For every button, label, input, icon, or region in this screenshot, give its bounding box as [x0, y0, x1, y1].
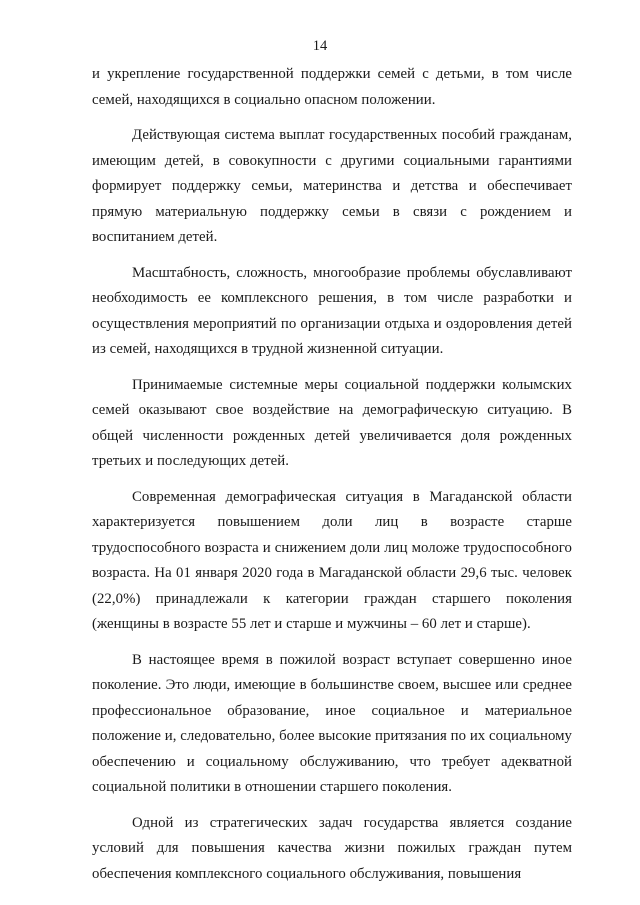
- paragraph-6: В настоящее время в пожилой возраст вступает совершенно иное поколение. Это люди, имеющие в большинстве своем, высшее или среднее профессиональное образование, иное социальное и материальное положение и, следовательно, более высокие притязания по их социальному обеспечению и социальному обслуживанию, что требует адекватной социальной политики в отношении старшего поколения.: [92, 651, 572, 795]
- paragraph-4: Принимаемые системные меры социальной поддержки колымских семей оказывают свое воздействие на демографическую ситуацию. В общей численности рожденных детей увеличивается доля рожденных третьих и последующих детей.: [92, 376, 572, 469]
- document-body: [92, 62, 572, 897]
- paragraph-1: и укрепление государственной поддержки семей с детьми, в том числе семей, находящихся в социально опасном положении.: [92, 66, 572, 108]
- paragraph-5: Современная демографическая ситуация в Магаданской области характеризуется повышением доли лиц в возрасте старше трудоспособного возраста и снижением доли лиц моложе трудоспособного возраста. На 01 января 2020 года в Магаданской области 29,6 тыс. человек (22,0%) принадлежали к категории граждан старшего поколения (женщины в возрасте 55 лет и старше и мужчины – 60 лет и старше).: [92, 488, 572, 632]
- page-number: 14: [312, 38, 328, 54]
- paragraph-7: Одной из стратегических задач государства является создание условий для повышения качества жизни пожилых граждан путем обеспечения комплексного социального обслуживания, повышения: [92, 814, 572, 882]
- paragraph-2: Действующая система выплат государственных пособий гражданам, имеющим детей, в совокупности с другими социальными гарантиями формирует поддержку семьи, материнства и детства и обеспечивает прямую материальную поддержку семьи в связи с рождением и воспитанием детей.: [92, 127, 572, 245]
- paragraph-3: Масштабность, сложность, многообразие проблемы обуславливают необходимость ее комплексного решения, в том числе разработки и осуществления мероприятий по организации отдыха и оздоровления детей из семей, находящихся в трудной жизненной ситуации.: [92, 264, 572, 357]
